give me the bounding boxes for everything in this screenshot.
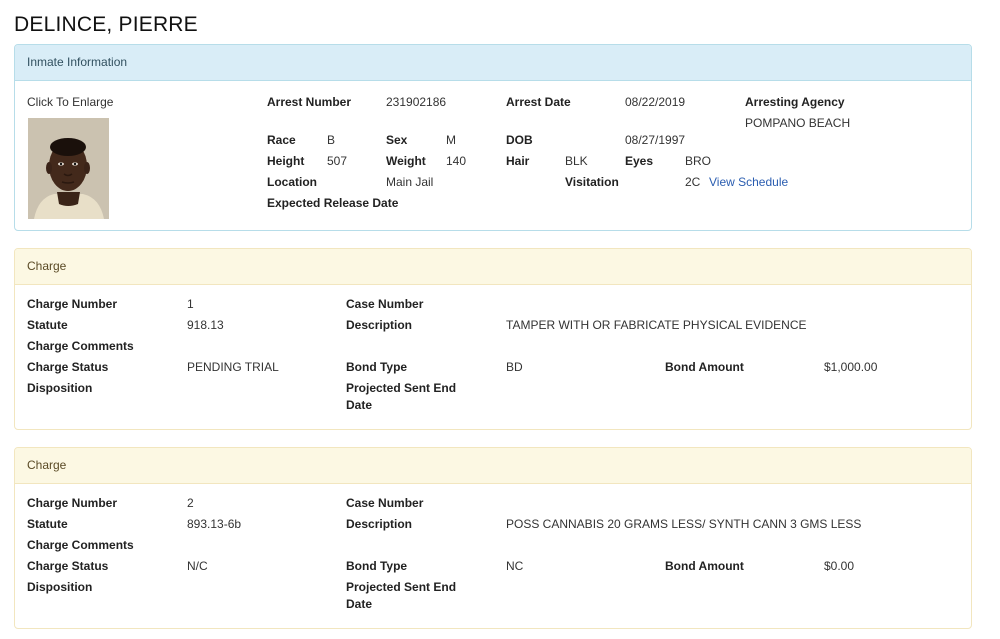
arresting-agency-label: Arresting Agency <box>745 95 845 109</box>
disposition-label: Disposition <box>27 381 93 395</box>
location-value: Main Jail <box>386 175 434 189</box>
click-to-enlarge-label: Click To Enlarge <box>27 95 114 109</box>
height-label: Height <box>267 154 305 168</box>
statute-value: 918.13 <box>187 318 224 332</box>
projected-sent-end-label-line1: Projected Sent End <box>346 580 457 594</box>
disposition-label: Disposition <box>27 580 93 594</box>
hair-label: Hair <box>506 154 530 168</box>
description-label: Description <box>346 318 413 332</box>
race-label: Race <box>267 133 296 147</box>
charge-status-label: Charge Status <box>27 559 109 573</box>
eyes-value: BRO <box>685 154 712 168</box>
inmate-information-header: Inmate Information <box>15 45 971 81</box>
arresting-agency-value: POMPANO BEACH <box>745 116 851 130</box>
bond-type-label: Bond Type <box>346 360 408 374</box>
sex-value: M <box>446 133 456 147</box>
projected-sent-end-label-line2: Date <box>346 398 373 412</box>
arrest-number-value: 231902186 <box>386 95 447 109</box>
height-value: 507 <box>327 154 348 168</box>
description-label: Description <box>346 517 413 531</box>
statute-value: 893.13-6b <box>187 517 242 531</box>
mugshot-image <box>28 118 109 219</box>
bond-amount-label: Bond Amount <box>665 559 744 573</box>
dob-label: DOB <box>506 133 533 147</box>
visitation-value: 2C <box>685 175 701 189</box>
charge-status-value: N/C <box>187 559 208 573</box>
bond-amount-value: $1,000.00 <box>824 360 878 374</box>
weight-label: Weight <box>386 154 426 168</box>
charge-number-value: 2 <box>187 496 194 510</box>
arrest-number-label: Arrest Number <box>267 95 352 109</box>
description-value: TAMPER WITH OR FABRICATE PHYSICAL EVIDENCE <box>506 318 807 332</box>
sex-label: Sex <box>386 133 408 147</box>
charge-header: Charge <box>15 249 971 285</box>
statute-label: Statute <box>27 517 68 531</box>
location-label: Location <box>267 175 317 189</box>
arrest-date-label: Arrest Date <box>506 95 571 109</box>
projected-sent-end-label-line2: Date <box>346 597 373 611</box>
inmate-photo[interactable] <box>28 118 109 219</box>
charge-number-label: Charge Number <box>27 297 118 311</box>
description-value: POSS CANNABIS 20 GRAMS LESS/ SYNTH CANN 3 GMS LESS <box>506 517 862 531</box>
charge-number-label: Charge Number <box>27 496 118 510</box>
charge-panel-1 <box>14 248 972 430</box>
inmate-information-panel <box>14 44 972 231</box>
charge-comments-label: Charge Comments <box>27 538 134 552</box>
dob-value: 08/27/1997 <box>625 133 686 147</box>
bond-amount-label: Bond Amount <box>665 360 744 374</box>
statute-label: Statute <box>27 318 68 332</box>
charge-status-value: PENDING TRIAL <box>187 360 279 374</box>
charge-header: Charge <box>15 448 971 484</box>
charge-panel-2 <box>14 447 972 629</box>
projected-sent-end-label-line1: Projected Sent End <box>346 381 457 395</box>
charge-status-label: Charge Status <box>27 360 109 374</box>
bond-type-label: Bond Type <box>346 559 408 573</box>
view-schedule-link[interactable]: View Schedule <box>709 175 789 189</box>
charge-comments-label: Charge Comments <box>27 339 134 353</box>
visitation-label: Visitation <box>565 175 619 189</box>
bond-type-value: NC <box>506 559 524 573</box>
case-number-label: Case Number <box>346 297 424 311</box>
bond-type-value: BD <box>506 360 523 374</box>
eyes-label: Eyes <box>625 154 654 168</box>
charge-number-value: 1 <box>187 297 194 311</box>
arrest-date-value: 08/22/2019 <box>625 95 686 109</box>
page-title: DELINCE, PIERRE <box>14 13 198 36</box>
expected-release-date-label: Expected Release Date <box>267 196 399 210</box>
race-value: B <box>327 133 336 147</box>
weight-value: 140 <box>446 154 467 168</box>
case-number-label: Case Number <box>346 496 424 510</box>
hair-value: BLK <box>565 154 588 168</box>
bond-amount-value: $0.00 <box>824 559 855 573</box>
